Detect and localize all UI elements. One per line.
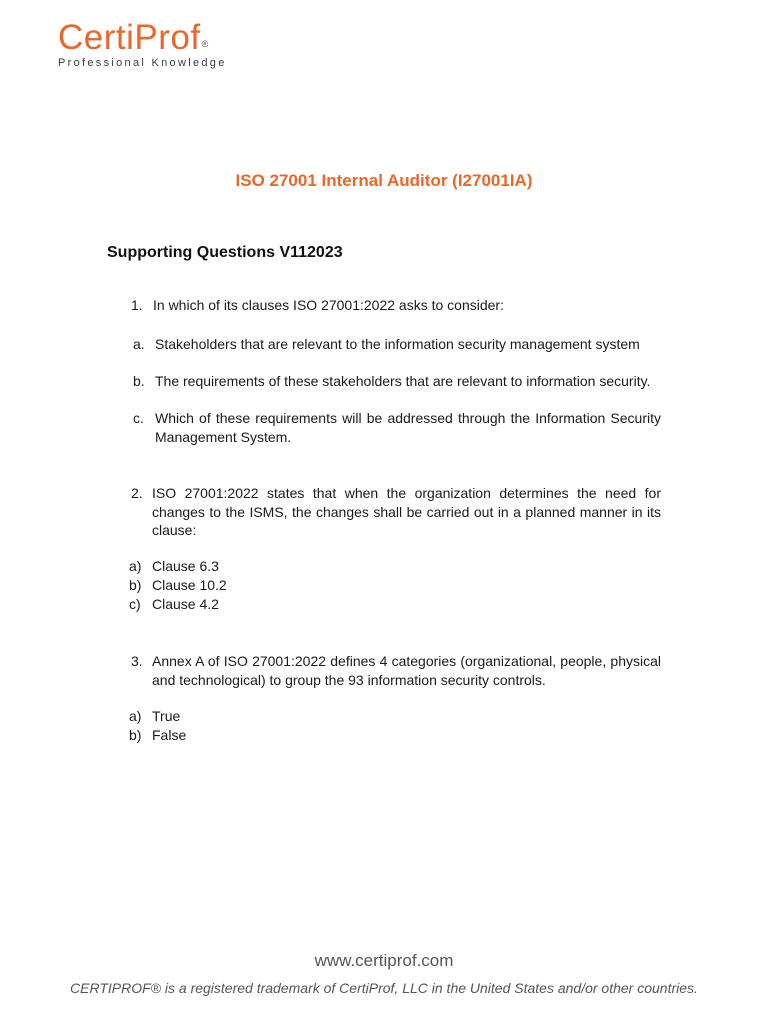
answer-option [129, 576, 429, 595]
option-text: True [152, 708, 181, 724]
answer-option [129, 595, 429, 614]
footer-website-url: www.certiprof.com [314, 951, 454, 970]
option-text: Clause 10.2 [152, 577, 227, 593]
registered-mark: ® [201, 39, 209, 49]
certiprof-logo [58, 18, 227, 69]
answer-option [133, 409, 661, 446]
option-text: The requirements of these stakeholders that are relevant to information security. [155, 373, 651, 389]
option-text: Clause 4.2 [152, 596, 219, 612]
answer-option [129, 557, 429, 576]
question-number: 3. [131, 653, 143, 669]
option-marker: a) [129, 708, 142, 724]
option-marker: a) [129, 558, 142, 574]
question-3 [131, 652, 661, 689]
option-marker: c. [133, 410, 144, 426]
question-text: ISO 27001:2022 states that when the organization determines the need for changes to the ISMS, the changes shall be carried out in a planned manner in its clause: [152, 485, 661, 538]
option-text: False [152, 727, 187, 743]
logo-tagline: Professional Knowledge [58, 57, 227, 69]
question-number: 1. [131, 297, 143, 313]
option-marker: c) [129, 596, 141, 612]
section-title: Supporting Questions V112023 [107, 244, 343, 261]
question-text: In which of its clauses ISO 27001:2022 asks to consider: [153, 297, 504, 313]
question-1 [131, 296, 661, 315]
option-marker: b. [133, 373, 145, 389]
option-marker: b) [129, 727, 142, 743]
answer-option [133, 372, 661, 391]
answer-option [129, 707, 429, 726]
question-text: Annex A of ISO 27001:2022 defines 4 categories (organizational, people, physical and technological) to group the 93 information security controls. [152, 653, 661, 688]
option-marker: b) [129, 577, 142, 593]
answer-option [129, 726, 429, 745]
answer-option [133, 335, 661, 354]
question-number: 2. [131, 485, 143, 501]
option-text: Which of these requirements will be addressed through the Information Security Management System. [155, 410, 661, 445]
option-text: Stakeholders that are relevant to the information security management system [155, 336, 640, 352]
question-2 [131, 484, 661, 540]
logo-wordmark: CertiProf® [58, 18, 209, 57]
document-title: ISO 27001 Internal Auditor (I27001IA) [235, 171, 533, 190]
option-marker: a. [133, 336, 145, 352]
option-text: Clause 6.3 [152, 558, 219, 574]
footer-trademark-notice: CERTIPROF® is a registered trademark of CertiProf, LLC in the United States and/or other countries. [70, 980, 698, 996]
